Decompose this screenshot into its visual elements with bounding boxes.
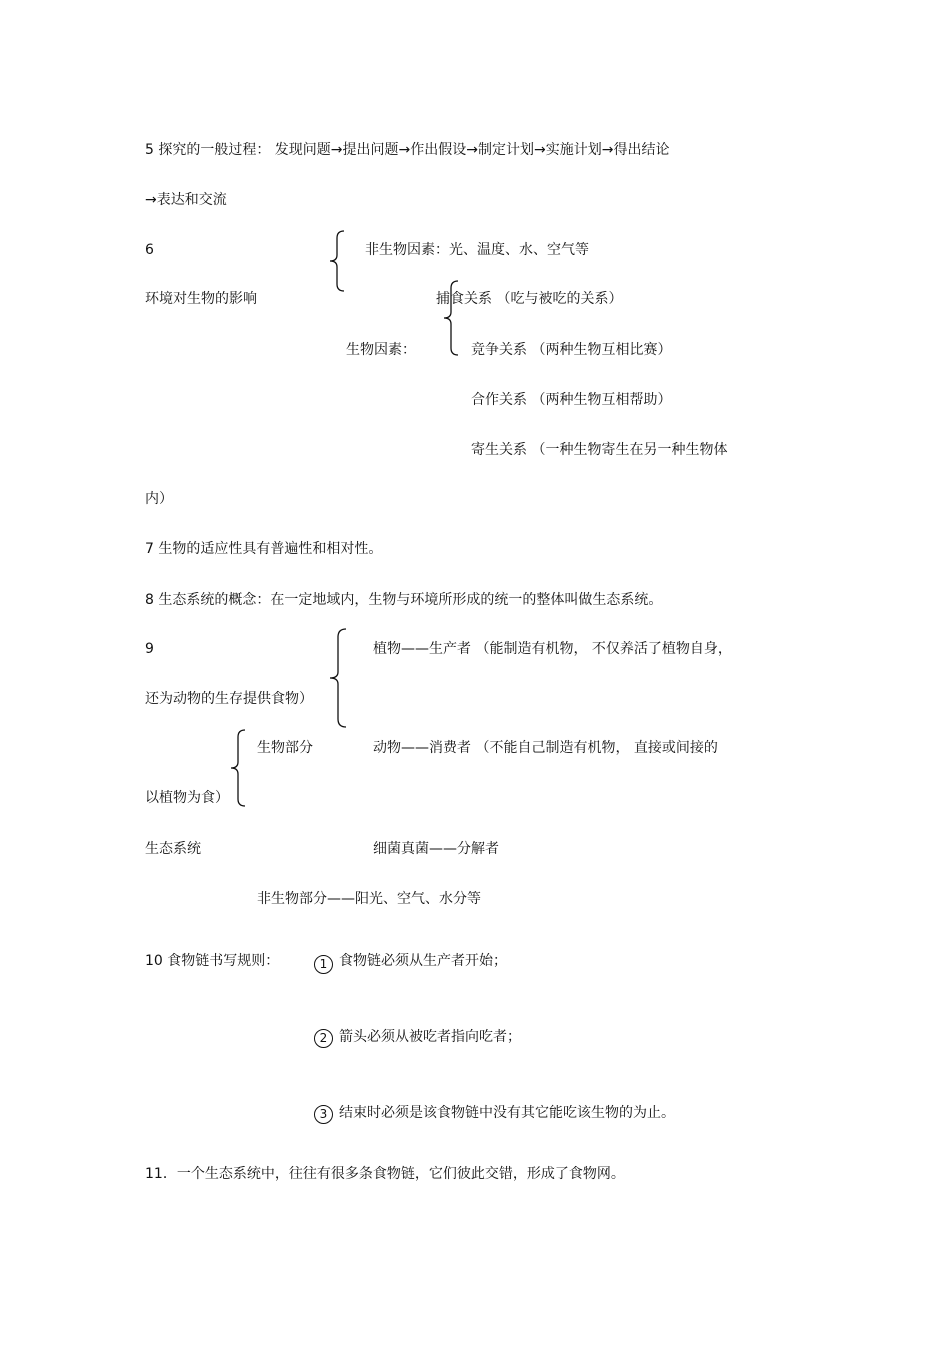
item11-text: 11．一个生态系统中，往往有很多条食物链，它们彼此交错，形成了食物网。 — [145, 1166, 625, 1182]
item9-plant-producer: 植物——生产者 （能制造有机物， 不仅养活了植物自身， — [373, 641, 732, 657]
item6-parasitism-continued: 内） — [145, 491, 173, 507]
item9-ecosystem-brace-icon — [229, 729, 247, 807]
item6-non-biotic-factors: 非生物因素：光、温度、水、空气等 — [365, 242, 589, 258]
item6-outer-brace-icon — [328, 230, 346, 292]
item6-inner-brace-icon — [442, 280, 460, 356]
item9-organism-brace-icon — [328, 628, 348, 728]
item6-biotic-factors: 生物因素： — [346, 342, 416, 358]
item9-animal-continued: 以植物为食） — [145, 790, 229, 806]
item9-plant-continued: 还为动物的生存提供食物） — [145, 691, 313, 707]
item5-line2: →表达和交流 — [145, 192, 227, 208]
item9-abiotic-part: 非生物部分——阳光、空气、水分等 — [257, 891, 481, 907]
item9-biotic-part: 生物部分 — [257, 740, 313, 756]
item9-ecosystem-label: 生态系统 — [145, 841, 201, 857]
item6-label: 环境对生物的影响 — [145, 291, 257, 307]
item10-rule-3: 结束时必须是该食物链中没有其它能吃该生物的为止。 — [339, 1105, 675, 1121]
item6-competition: 竞争关系 （两种生物互相比赛） — [471, 342, 672, 358]
item6-parasitism: 寄生关系 （一种生物寄生在另一种生物体 — [471, 442, 728, 458]
item5-line1: 5 探究的一般过程： 发现问题→提出问题→作出假设→制定计划→实施计划→得出结论 — [145, 142, 670, 158]
circled-number-3: 3 — [314, 1105, 333, 1124]
item9-animal-consumer: 动物——消费者 （不能自己制造有机物， 直接或间接的 — [373, 740, 718, 756]
item6-predation: 捕食关系 （吃与被吃的关系） — [436, 291, 623, 307]
item10-rule-1: 食物链必须从生产者开始； — [339, 953, 507, 969]
item10-rule-2: 箭头必须从被吃者指向吃者； — [339, 1029, 521, 1045]
circled-number-1: 1 — [314, 955, 333, 974]
item10-label: 10 食物链书写规则： — [145, 953, 280, 969]
item7-text: 7 生物的适应性具有普遍性和相对性。 — [145, 541, 383, 557]
item6-cooperation: 合作关系 （两种生物互相帮助） — [471, 392, 672, 408]
item8-text: 8 生态系统的概念：在一定地域内，生物与环境所形成的统一的整体叫做生态系统。 — [145, 592, 663, 608]
item6-number: 6 — [145, 242, 154, 258]
item9-decomposer: 细菌真菌——分解者 — [373, 841, 499, 857]
circled-number-2: 2 — [314, 1029, 333, 1048]
item9-number: 9 — [145, 641, 154, 657]
